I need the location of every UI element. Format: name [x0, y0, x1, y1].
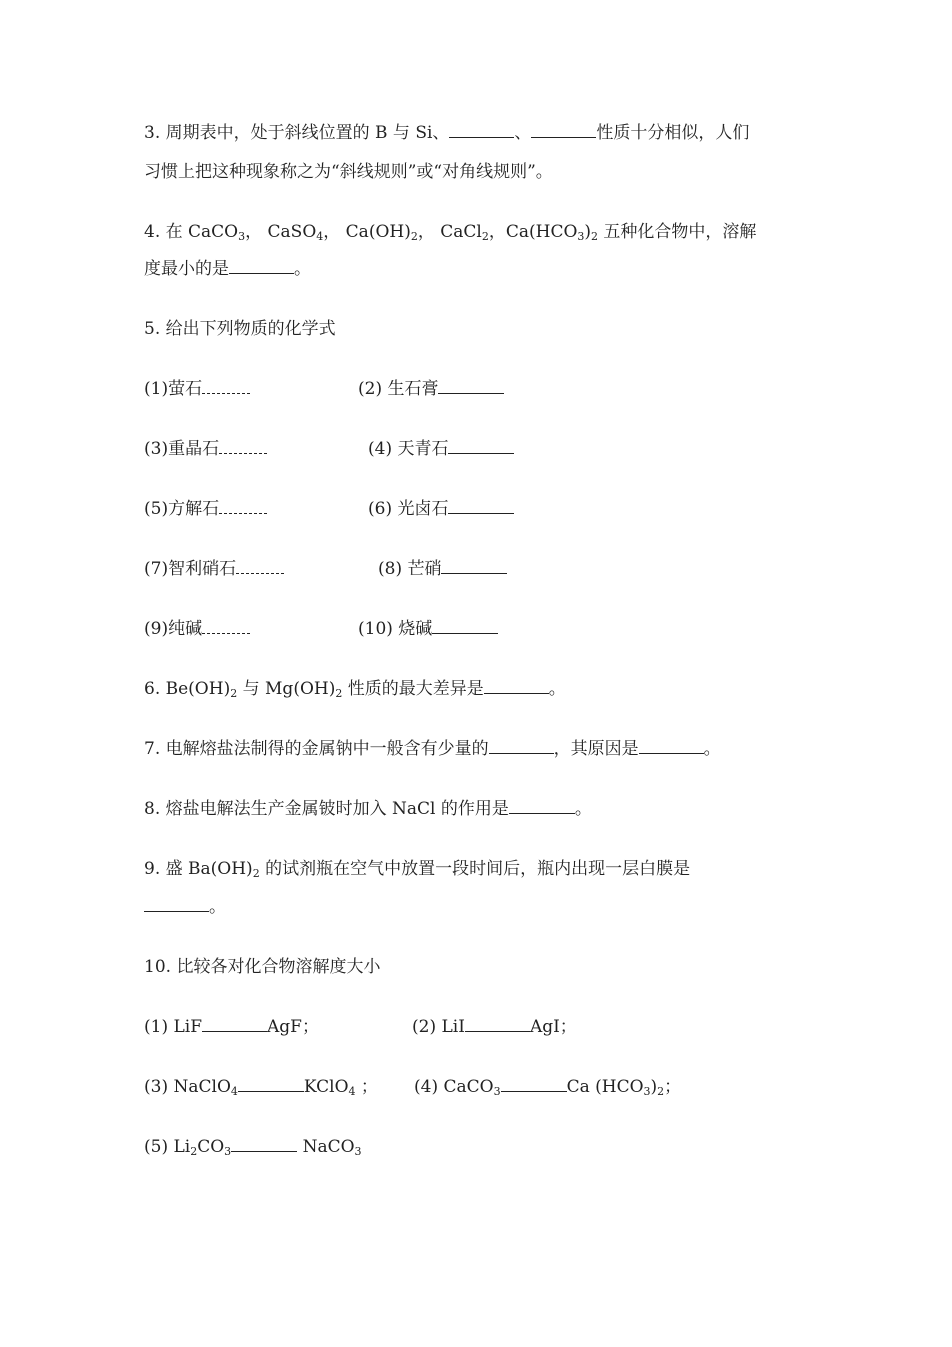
answer-blank[interactable]: [432, 619, 498, 634]
answer-blank[interactable]: [501, 1077, 567, 1092]
q10-pair-2: (2) LiI AgI；: [412, 1017, 577, 1037]
answer-blank[interactable]: [489, 739, 554, 754]
q8-line: 8. 熔盐电解法生产金属铍时加入 NaCl 的作用是 。: [144, 799, 592, 819]
q4-line2: 度最小的是 。: [144, 259, 311, 279]
answer-blank[interactable]: [448, 499, 514, 514]
q3-line2: 习惯上把这种现象称之为“斜线规则”或“对角线规则”。: [144, 162, 553, 182]
answer-blank[interactable]: [231, 1137, 297, 1152]
q5-item-2-right: (4) 天青石: [368, 437, 514, 461]
q5-item-4-right: (8) 芒硝: [378, 557, 507, 581]
answer-blank[interactable]: [219, 499, 267, 514]
q5-item-5-right: (10) 烧碱: [358, 617, 498, 641]
answer-blank[interactable]: [202, 379, 250, 394]
answer-blank[interactable]: [448, 439, 514, 454]
answer-blank[interactable]: [144, 897, 209, 912]
q5-item-3-left: (5)方解石: [144, 497, 267, 521]
answer-blank[interactable]: [202, 1017, 267, 1032]
q5-item-3-right: (6) 光卤石: [368, 497, 514, 521]
answer-blank[interactable]: [509, 799, 575, 814]
answer-blank[interactable]: [465, 1017, 530, 1032]
q5-title: 5. 给出下列物质的化学式: [144, 319, 336, 339]
answer-blank[interactable]: [236, 559, 284, 574]
q5-item-1-right: (2) 生石膏: [358, 377, 504, 401]
answer-blank[interactable]: [441, 559, 507, 574]
answer-blank[interactable]: [229, 259, 294, 274]
answer-blank[interactable]: [531, 123, 596, 138]
q5-item-5-left: (9)纯碱: [144, 617, 250, 641]
q6-line: 6. $Be(OH)_2$ 与 $Mg(OH)_2$ 性质的最大差异是 。: [144, 679, 566, 700]
answer-blank[interactable]: [449, 123, 514, 138]
answer-blank[interactable]: [438, 379, 504, 394]
q10-pair-3: (3) NaClO$_4$ KClO$_4$ ；: [144, 1077, 378, 1098]
q10-pair-4: (4) CaCO$_3$ Ca $(HCO_3)_2$；: [414, 1077, 682, 1098]
q10-pair-1: (1) LiF AgF；: [144, 1017, 319, 1037]
q5-item-4-left: (7)智利硝石: [144, 557, 284, 581]
q9-line2: 。: [144, 895, 226, 919]
q5-item-1-left: (1)萤石: [144, 377, 250, 401]
answer-blank[interactable]: [238, 1077, 304, 1092]
q10-pair-5: (5) $Li_2CO_3$ NaCO$_3$: [144, 1137, 362, 1158]
answer-blank[interactable]: [484, 679, 549, 694]
answer-blank[interactable]: [219, 439, 267, 454]
q4-line1: 4. 在 CaCO$_3$， CaSO$_4$， $Ca(OH)_2$， CaCl$_2$，$Ca(HCO_3)_2$ 五种化合物中，溶解: [144, 222, 757, 243]
answer-blank[interactable]: [639, 739, 704, 754]
q10-title: 10. 比较各对化合物溶解度大小: [144, 957, 381, 977]
q9-line1: 9. 盛 $Ba(OH)_2$ 的试剂瓶在空气中放置一段时间后，瓶内出现一层白膜是: [144, 859, 691, 880]
q5-item-2-left: (3)重晶石: [144, 437, 267, 461]
answer-blank[interactable]: [202, 619, 250, 634]
q7-line: 7. 电解熔盐法制得的金属钠中一般含有少量的 ，其原因是 。: [144, 739, 721, 759]
q3-line1: 3. 周期表中，处于斜线位置的 B 与 Si、 、 性质十分相似，人们: [144, 123, 750, 143]
